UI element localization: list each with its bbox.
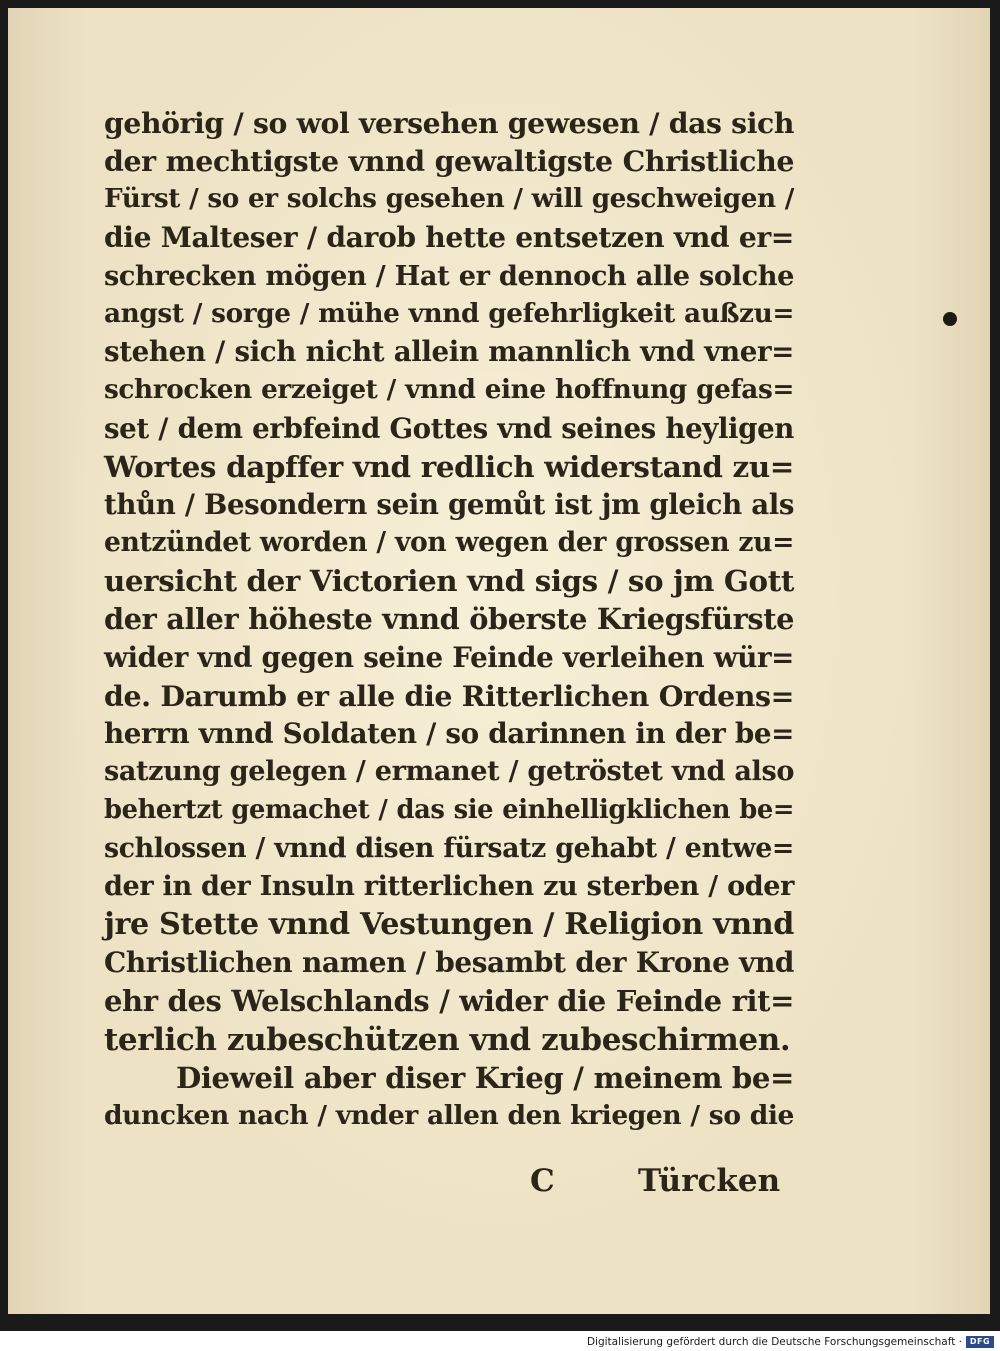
page-text-block <box>104 104 794 1135</box>
text-line: jre Stette vnnd Vestungen / Religion vnnd <box>104 906 794 942</box>
text-line: satzung gelegen / ermanet / getröstet vnd also <box>104 756 794 788</box>
text-line: Christlichen namen / besambt der Krone vnd <box>104 946 794 980</box>
text-line: entzündet worden / von wegen der grossen zu= <box>104 527 794 559</box>
text-line: Fürst / so er solchs gesehen / will geschweigen / <box>104 183 794 215</box>
text-line: herrn vnnd Soldaten / so darinnen in der be= <box>104 717 794 750</box>
text-line: duncken nach / vnder allen den kriegen / so die <box>104 1099 794 1131</box>
text-line: schrocken erzeiget / vnnd eine hoffnung gefas= <box>104 374 794 406</box>
text-line: uersicht der Victorien vnd sigs / so jm Gott <box>104 563 794 599</box>
text-line: gehörig / so wol versehen gewesen / das sich <box>104 106 794 140</box>
text-line: ehr des Welschlands / wider die Feinde rit= <box>104 984 794 1019</box>
digitization-credit: Digitalisierung gefördert durch die Deutsche Forschungsgemeinschaft · <box>586 1336 962 1348</box>
text-line: de. Darumb er alle die Ritterlichen Ordens= <box>104 678 794 713</box>
dfg-logo: DFG <box>966 1336 994 1348</box>
text-line: die Malteser / darob hette entsetzen vnd er= <box>104 220 794 254</box>
text-line: angst / sorge / mühe vnnd gefehrligkeit außzu= <box>104 297 794 329</box>
signature-mark: C <box>530 1163 555 1199</box>
text-line: der mechtigste vnnd gewaltigste Christliche <box>104 144 794 179</box>
text-line: behertzt gemachet / das sie einhelligklichen be= <box>104 795 794 826</box>
catchword: Türcken <box>638 1163 781 1199</box>
text-line: wider vnd gegen seine Feinde verleihen wür= <box>104 640 794 674</box>
text-line: der aller höheste vnnd öberste Kriegsfürste <box>104 602 794 637</box>
ink-dot-mark <box>943 312 957 326</box>
book-page <box>8 8 990 1314</box>
text-line-paragraph-end: terlich zubeschützen vnd zubeschirmen. <box>104 1021 791 1058</box>
text-line: der in der Insuln ritterlichen zu sterben / oder <box>104 870 794 902</box>
text-line: thůn / Besondern sein gemůt ist jm gleich als <box>104 487 794 521</box>
text-line-paragraph-start: Dieweil aber diser Krieg / meinem be= <box>176 1060 794 1095</box>
text-line: schrecken mögen / Hat er dennoch alle solche <box>104 259 794 292</box>
text-line: Wortes dapffer vnd redlich widerstand zu= <box>104 448 794 484</box>
text-line: set / dem erbfeind Gottes vnd seines heyligen <box>104 411 794 445</box>
text-line: stehen / sich nicht allein mannlich vnd vner= <box>104 335 794 369</box>
text-line: schlossen / vnnd disen fürsatz gehabt / entwe= <box>104 832 794 864</box>
